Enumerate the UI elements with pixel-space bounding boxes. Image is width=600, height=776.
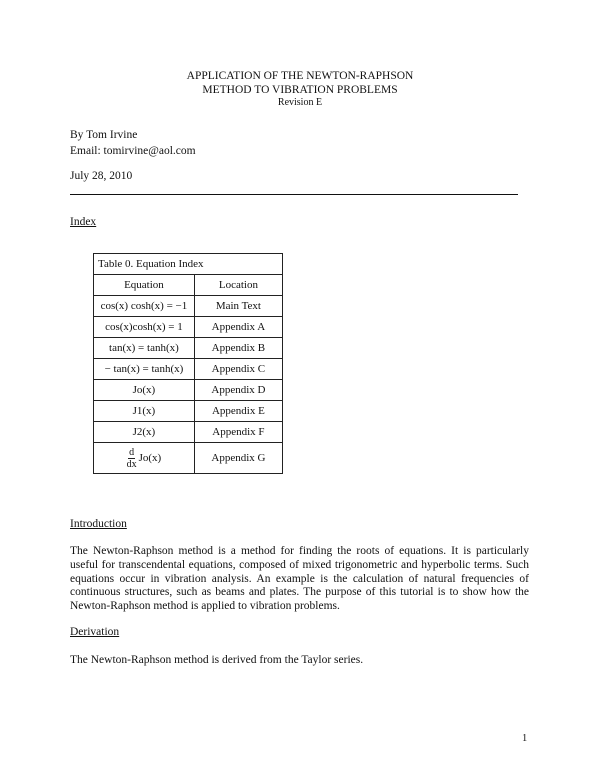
index-heading: Index bbox=[70, 216, 97, 228]
derivative-fraction bbox=[127, 447, 137, 470]
introduction-heading: Introduction bbox=[70, 518, 127, 530]
location-cell: Main Text bbox=[194, 296, 282, 317]
table-row bbox=[94, 296, 283, 317]
table-caption-row bbox=[94, 254, 283, 275]
table-row bbox=[94, 422, 283, 443]
equation-text: Jo(x) bbox=[138, 451, 162, 464]
author-email: Email: tomirvine@aol.com bbox=[70, 144, 196, 157]
equation-cell: cos(x) cosh(x) = −1 bbox=[94, 296, 195, 317]
title-line-1: APPLICATION OF THE NEWTON-RAPHSON bbox=[186, 70, 414, 82]
table-row bbox=[94, 359, 283, 380]
author-block bbox=[70, 128, 196, 159]
location-cell: Appendix G bbox=[194, 443, 282, 474]
author-name: By Tom Irvine bbox=[70, 129, 138, 141]
table-row bbox=[94, 401, 283, 422]
equation-index-table bbox=[93, 253, 283, 474]
location-cell: Appendix D bbox=[194, 380, 282, 401]
fraction-numerator: d bbox=[129, 446, 135, 458]
fraction-denominator: dx bbox=[126, 458, 137, 470]
table-row bbox=[94, 380, 283, 401]
location-cell: Appendix E bbox=[194, 401, 282, 422]
location-cell: Appendix C bbox=[194, 359, 282, 380]
introduction-paragraph: The Newton-Raphson method is a method for finding the roots of equations. It is particularly useful for transcendental equations, composed of mixed trigonometric and hyperbolic terms. Such equations occur in vibration analysis. An example is the calculation of natural frequencies of continuous structures, such as beams and plates. The purpose of this tutorial is to show how the Newton-Raphson method is applied to vibration problems. bbox=[70, 545, 529, 613]
equation-cell: cos(x)cosh(x) = 1 bbox=[94, 317, 195, 338]
derivation-paragraph: The Newton-Raphson method is derived from the Taylor series. bbox=[70, 654, 364, 666]
table-row bbox=[94, 317, 283, 338]
equation-cell: J2(x) bbox=[94, 422, 195, 443]
page-number: 1 bbox=[522, 733, 528, 744]
document-date: July 28, 2010 bbox=[70, 170, 133, 182]
horizontal-rule bbox=[70, 194, 518, 195]
location-cell: Appendix F bbox=[194, 422, 282, 443]
revision-label: Revision E bbox=[277, 97, 323, 108]
title-line-2: METHOD TO VIBRATION PROBLEMS bbox=[202, 83, 398, 96]
equation-cell: J1(x) bbox=[94, 401, 195, 422]
table-caption: Table 0. Equation Index bbox=[94, 254, 283, 275]
table-header-row bbox=[94, 275, 283, 296]
equation-cell: tan(x) = tanh(x) bbox=[94, 338, 195, 359]
location-cell: Appendix A bbox=[194, 317, 282, 338]
table-row bbox=[94, 443, 283, 474]
document-title bbox=[0, 70, 600, 109]
table-row bbox=[94, 338, 283, 359]
equation-cell: − tan(x) = tanh(x) bbox=[94, 359, 195, 380]
column-header-equation: Equation bbox=[94, 275, 195, 296]
column-header-location: Location bbox=[194, 275, 282, 296]
equation-cell bbox=[94, 443, 195, 474]
derivation-heading: Derivation bbox=[70, 626, 120, 638]
location-cell: Appendix B bbox=[194, 338, 282, 359]
equation-cell: Jo(x) bbox=[94, 380, 195, 401]
